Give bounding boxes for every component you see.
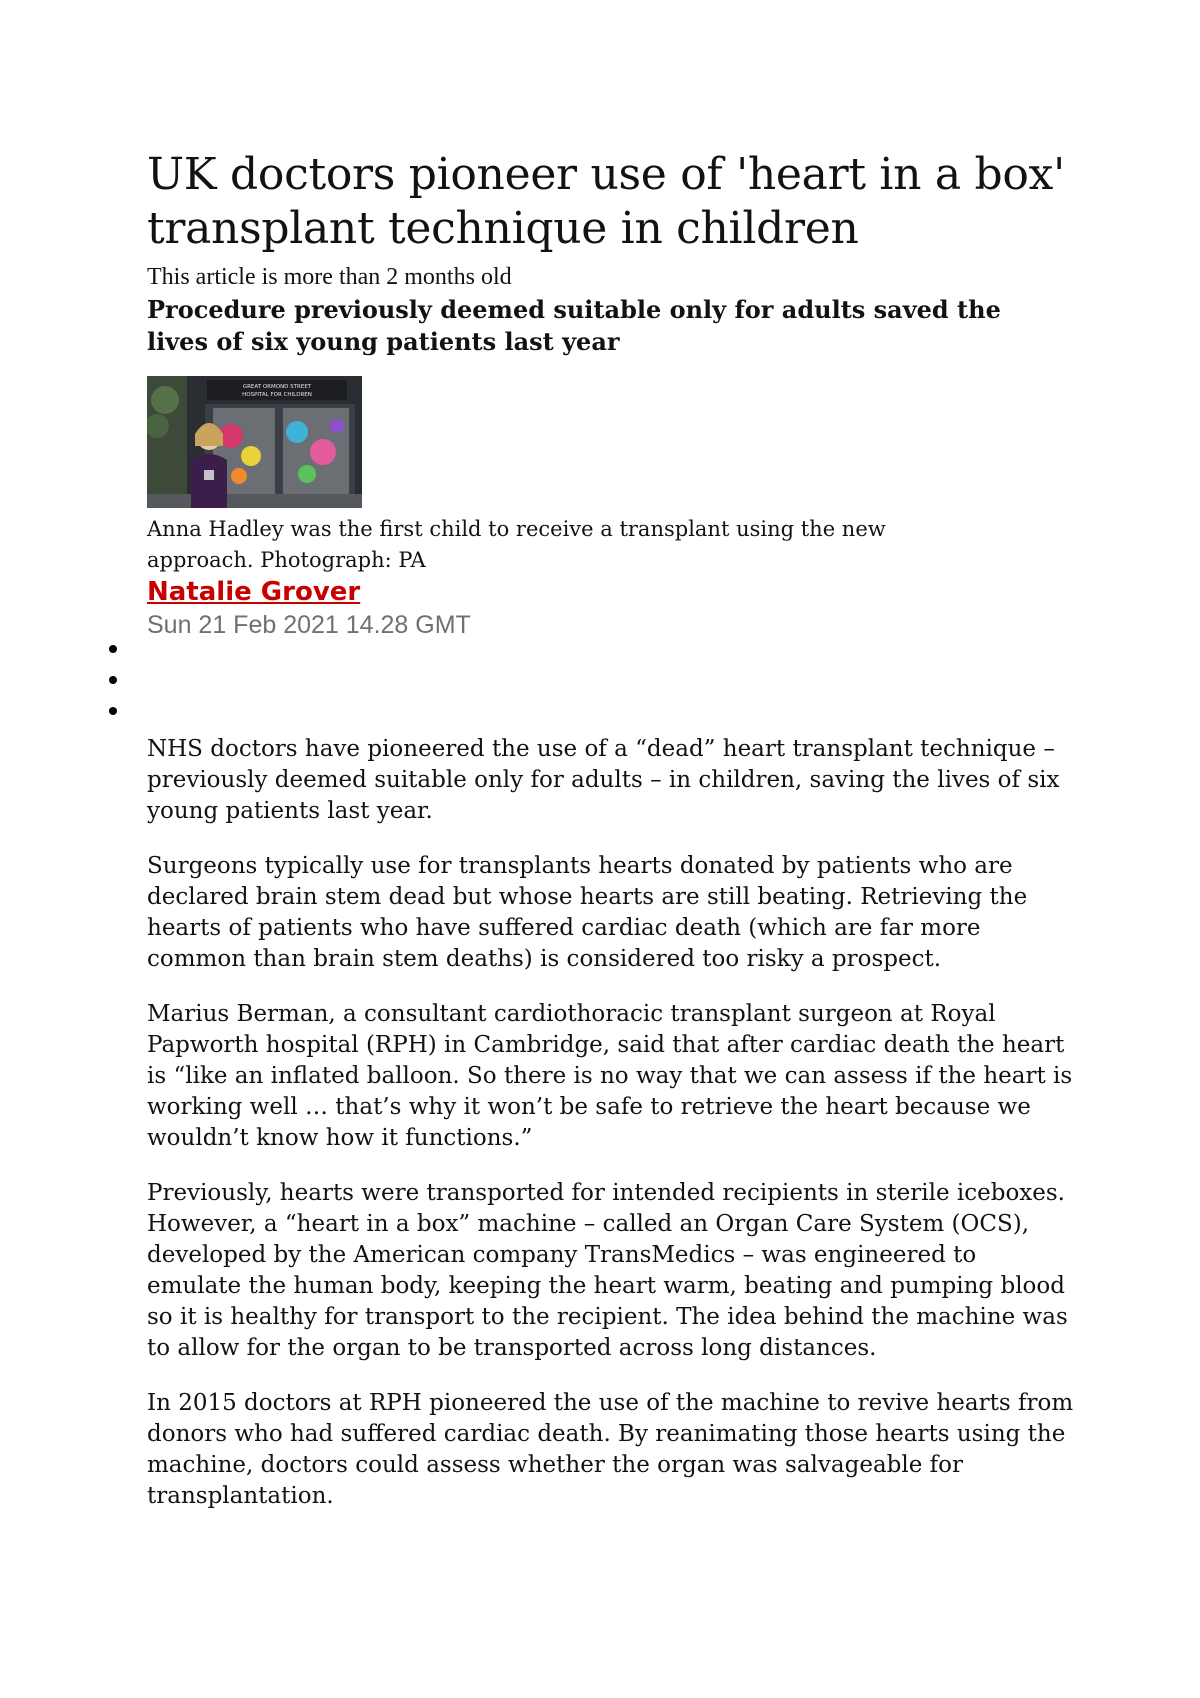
article-headline: UK doctors pioneer use of 'heart in a box' transplant technique in children [147, 149, 1065, 254]
article-standfirst: Procedure previously deemed suitable only for adults saved the lives of six young patients last year [147, 295, 1001, 356]
svg-text:HOSPITAL FOR CHILDREN: HOSPITAL FOR CHILDREN [242, 392, 312, 398]
article-body [147, 734, 1077, 1536]
body-paragraph: Surgeons typically use for transplants hearts donated by patients who are declared brain stem dead but whose hearts are still beating. Retrieving the hearts of patients who have suffered cardiac death (which are far more common than brain stem deaths) is considered too risky a prospect. [147, 853, 1028, 972]
body-paragraph: In 2015 doctors at RPH pioneered the use of the machine to revive hearts from donors who had suffered cardiac death. By reanimating those hearts using the machine, doctors could assess whether the organ was salvageable for transplantation. [147, 1390, 1074, 1509]
body-paragraph: Previously, hearts were transported for intended recipients in sterile iceboxes. However, a “heart in a box” machine – called an Organ Care System (OCS), developed by the American company TransMedics – was engineered to emulate the human body, keeping the heart warm, beating and pumping blood so it is healthy for transport to the recipient. The idea behind the machine was to allow for the organ to be transported across long distances. [147, 1180, 1068, 1361]
article-photo[interactable] [147, 376, 362, 508]
body-paragraph: Marius Berman, a consultant cardiothoracic transplant surgeon at Royal Papworth hospital (RPH) in Cambridge, said that after cardiac death the heart is “like an inflated balloon. So there is no way that we can assess if the heart is working well … that’s why it won’t be safe to retrieve the heart because we wouldn’t know how it functions.” [147, 1001, 1073, 1151]
photo-caption: Anna Hadley was the first child to receive a transplant using the new approach. Photograph: PA [147, 517, 886, 572]
article-age-notice: This article is more than 2 months old [147, 264, 512, 290]
article [147, 148, 1067, 642]
share-bullet[interactable] [109, 645, 117, 653]
share-bullet[interactable] [109, 707, 117, 715]
author-link[interactable]: Natalie Grover [147, 577, 361, 607]
body-paragraph: NHS doctors have pioneered the use of a “dead” heart transplant technique – previously deemed suitable only for adults – in children, saving the lives of six young patients last year. [147, 736, 1060, 824]
share-bullet[interactable] [109, 676, 117, 684]
hospital-entrance-photo [147, 376, 362, 508]
photo-sign-text: GREAT ORMOND STREET [242, 384, 312, 390]
publish-date: Sun 21 Feb 2021 14.28 GMT [147, 611, 471, 639]
